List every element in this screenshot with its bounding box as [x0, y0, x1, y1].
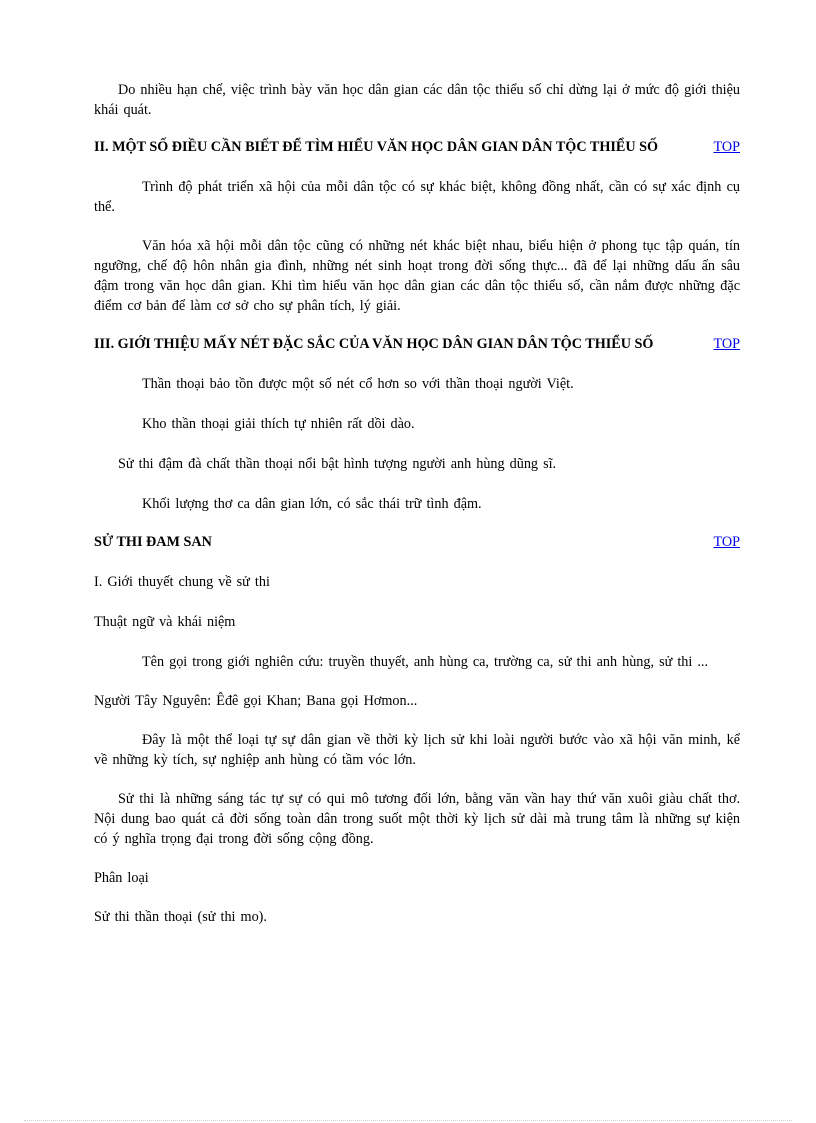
names-paragraph: Tên gọi trong giới nghiên cứu: truyền thuyết, anh hùng ca, trường ca, sử thi anh hùng, sử thi ...	[142, 654, 709, 670]
section-2-heading-row	[94, 139, 740, 156]
section-2-paragraph: Văn hóa xã hội mỗi dân tộc cũng có những nét khác biệt nhau, biểu hiện ở phong tục tập quán, tín ngưỡng, chế độ hôn nhân gia đình, những nét sinh hoạt trong đời sống thực... đã để lại những dấu ấn sâu đậm trong văn học dân gian. Khi tìm hiểu văn học dân gian các dân tộc thiểu số, cần nắm được những đặc điểm cơ bản để làm cơ sở cho sự phân tích, lý giải.	[94, 238, 740, 314]
dam-san-heading-row	[94, 534, 740, 551]
section-3-paragraph: Sử thi đậm đà chất thần thoại nổi bật hình tượng người anh hùng dũng sĩ.	[118, 456, 557, 472]
section-2-heading: II. MỘT SỐ ĐIỀU CẦN BIẾT ĐỂ TÌM HIỂU VĂN HỌC DÂN GIAN DÂN TỘC THIỂU SỐ	[94, 139, 659, 155]
genre-paragraph: Đây là một thể loại tự sự dân gian về thời kỳ lịch sử khi loài người bước vào xã hội văn minh, kể về những kỳ tích, sự nghiệp anh hùng có tầm vóc lớn.	[94, 732, 740, 768]
section-3-paragraph: Kho thần thoại giải thích tự nhiên rất dồi dào.	[142, 416, 415, 432]
section-3-heading: III. GIỚI THIỆU MẤY NÉT ĐẶC SẮC CỦA VĂN HỌC DÂN GIAN DÂN TỘC THIỂU SỐ	[94, 336, 654, 352]
classification-heading: Phân loại	[94, 870, 149, 886]
page-bottom-divider	[24, 1120, 792, 1121]
intro-paragraph: Do nhiều hạn chế, việc trình bày văn học dân gian các dân tộc thiểu số chỉ dừng lại ở mức độ giới thiệu khái quát.	[94, 82, 740, 118]
top-link[interactable]: TOP	[713, 336, 740, 352]
top-link[interactable]: TOP	[713, 534, 740, 550]
dam-san-heading: SỬ THI ĐAM SAN	[94, 534, 212, 550]
definition-paragraph: Sử thi là những sáng tác tự sự có qui mô tương đối lớn, bằng văn vần hay thứ văn xuôi giàu chất thơ. Nội dung bao quát cả đời sống toàn dân trong suốt một thời kỳ lịch sử dài mà trung tâm là những sự kiện có ý nghĩa trọng đại trong đời sống cộng đồng.	[94, 791, 740, 847]
section-2-paragraph: Trình độ phát triển xã hội của mỗi dân tộc có sự khác biệt, không đồng nhất, cần có sự xác định cụ thể.	[94, 179, 740, 215]
section-3-heading-row	[94, 336, 740, 353]
document-page	[94, 80, 740, 927]
section-3-paragraph: Khối lượng thơ ca dân gian lớn, có sắc thái trữ tình đậm.	[142, 496, 482, 512]
term-heading: Thuật ngữ và khái niệm	[94, 614, 236, 630]
classification-item: Sử thi thần thoại (sử thi mo).	[94, 909, 267, 925]
dam-san-subheading: I. Giới thuyết chung về sử thi	[94, 574, 270, 590]
tay-nguyen-paragraph: Người Tây Nguyên: Êđê gọi Khan; Bana gọi Hơmon...	[94, 693, 418, 709]
top-link[interactable]: TOP	[713, 139, 740, 155]
section-3-paragraph: Thần thoại bảo tồn được một số nét cổ hơn so với thần thoại người Việt.	[142, 376, 574, 392]
